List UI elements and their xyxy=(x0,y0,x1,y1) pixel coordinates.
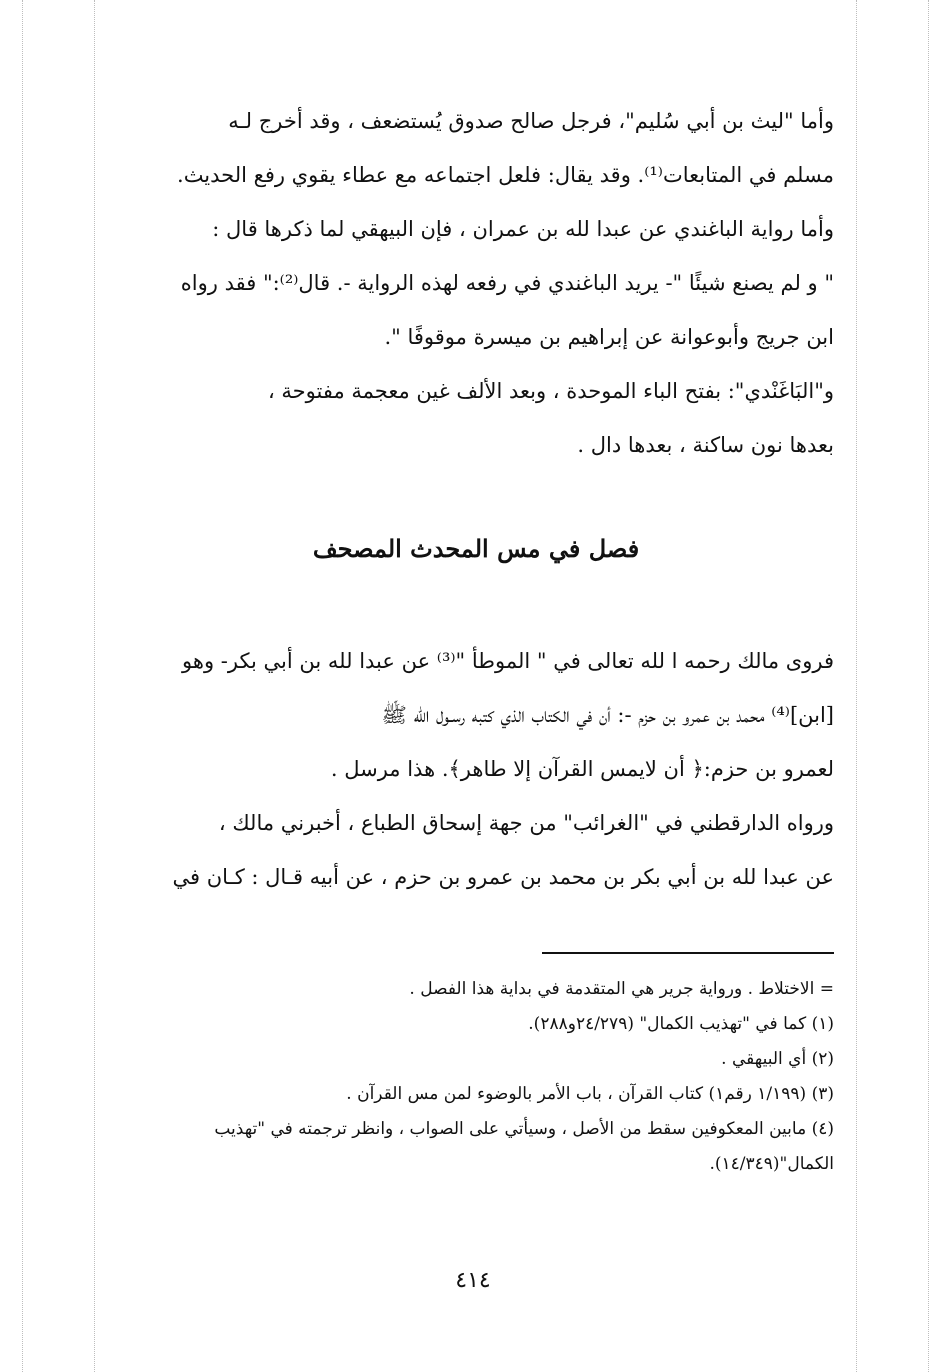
right-inner-guide xyxy=(856,0,857,1372)
footnote-2: (٢) أي البيهقي . xyxy=(721,1049,834,1069)
footnotes xyxy=(118,972,834,1182)
section-title: فصل في مس المحدث المصحف xyxy=(312,534,640,563)
paragraph-line: ورواه الدارقطني في "الغرائب" من جهة إسحاق الطباع ، أخبرني مالك ، xyxy=(218,811,834,835)
paragraph-line: عن عبدا لله بن أبي بكر بن محمد بن عمرو بن حزم ، عن أبيه قـال : كـان في xyxy=(172,865,834,889)
paragraph-line: " و لم يصنع شيئًا "- يريد الباغندي في رفعه لهذه الرواية -. قال⁽²⁾:" فقد رواه xyxy=(180,271,834,295)
footnote-1: (١) كما في "تهذيب الكمال" (٢٤/٢٧٩و٢٨٨). xyxy=(528,1014,834,1034)
left-inner-guide xyxy=(94,0,95,1372)
body-text-upper xyxy=(118,94,834,472)
page-number: ٤١٤ xyxy=(455,1268,491,1293)
paragraph-line: بعدها نون ساكنة ، بعدها دال . xyxy=(577,433,834,457)
footnote-4: (٤) مابين المعكوفين سقط من الأصل ، وسيأتي على الصواب ، وانظر ترجمته في "تهذيب xyxy=(214,1119,834,1139)
footnote-continuation: = الاختلاط . ورواية جرير هي المتقدمة في بداية هذا الفصل . xyxy=(409,979,834,999)
footnote-4-continued: الكمال"(١٤/٣٤٩). xyxy=(709,1154,834,1174)
paragraph-line: فروى مالك رحمه ا لله تعالى في " الموطأ "⁽³⁾ عن عبدا لله بن أبي بكر- وهو xyxy=(182,649,834,673)
paragraph-line: وأما "ليث بن أبي سُليم"، فرجل صالح صدوق يُستضعف ، وقد أخرج لـه xyxy=(228,109,834,133)
paragraph-line: ابن جريج وأبوعوانة عن إبراهيم بن ميسرة موقوفًا ". xyxy=(384,325,834,349)
paragraph-line: مسلم في المتابعات⁽¹⁾. وقد يقال: فلعل اجتماعه مع عطاء يقوي رفع الحديث. xyxy=(177,163,834,187)
paragraph-line: و"البَاغَنْدي": بفتح الباء الموحدة ، وبعد الألف غين معجمة مفتوحة ، xyxy=(267,379,834,403)
left-margin-guide xyxy=(22,0,23,1372)
paragraph-line: [ابن]⁽⁴⁾ محمد بن عمرو بن حزم -: أن في الكتاب الذي كتبه رسـول الله ﷺ xyxy=(381,703,834,727)
paragraph-line: وأما رواية الباغندي عن عبدا لله بن عمران ، فإن البيهقي لما ذكرها قال : xyxy=(212,217,834,241)
body-text-lower xyxy=(118,634,834,904)
footnote-3: (٣) (١/١٩٩ رقم١) كتاب القرآن ، باب الأمر بالوضوء لمن مس القرآن . xyxy=(346,1084,834,1104)
footnote-separator xyxy=(542,952,834,954)
right-margin-guide xyxy=(928,0,929,1372)
paragraph-line: لعمرو بن حزم:﴿ أن لايمس القرآن إلا طاهر﴾. هذا مرسل . xyxy=(330,757,834,781)
